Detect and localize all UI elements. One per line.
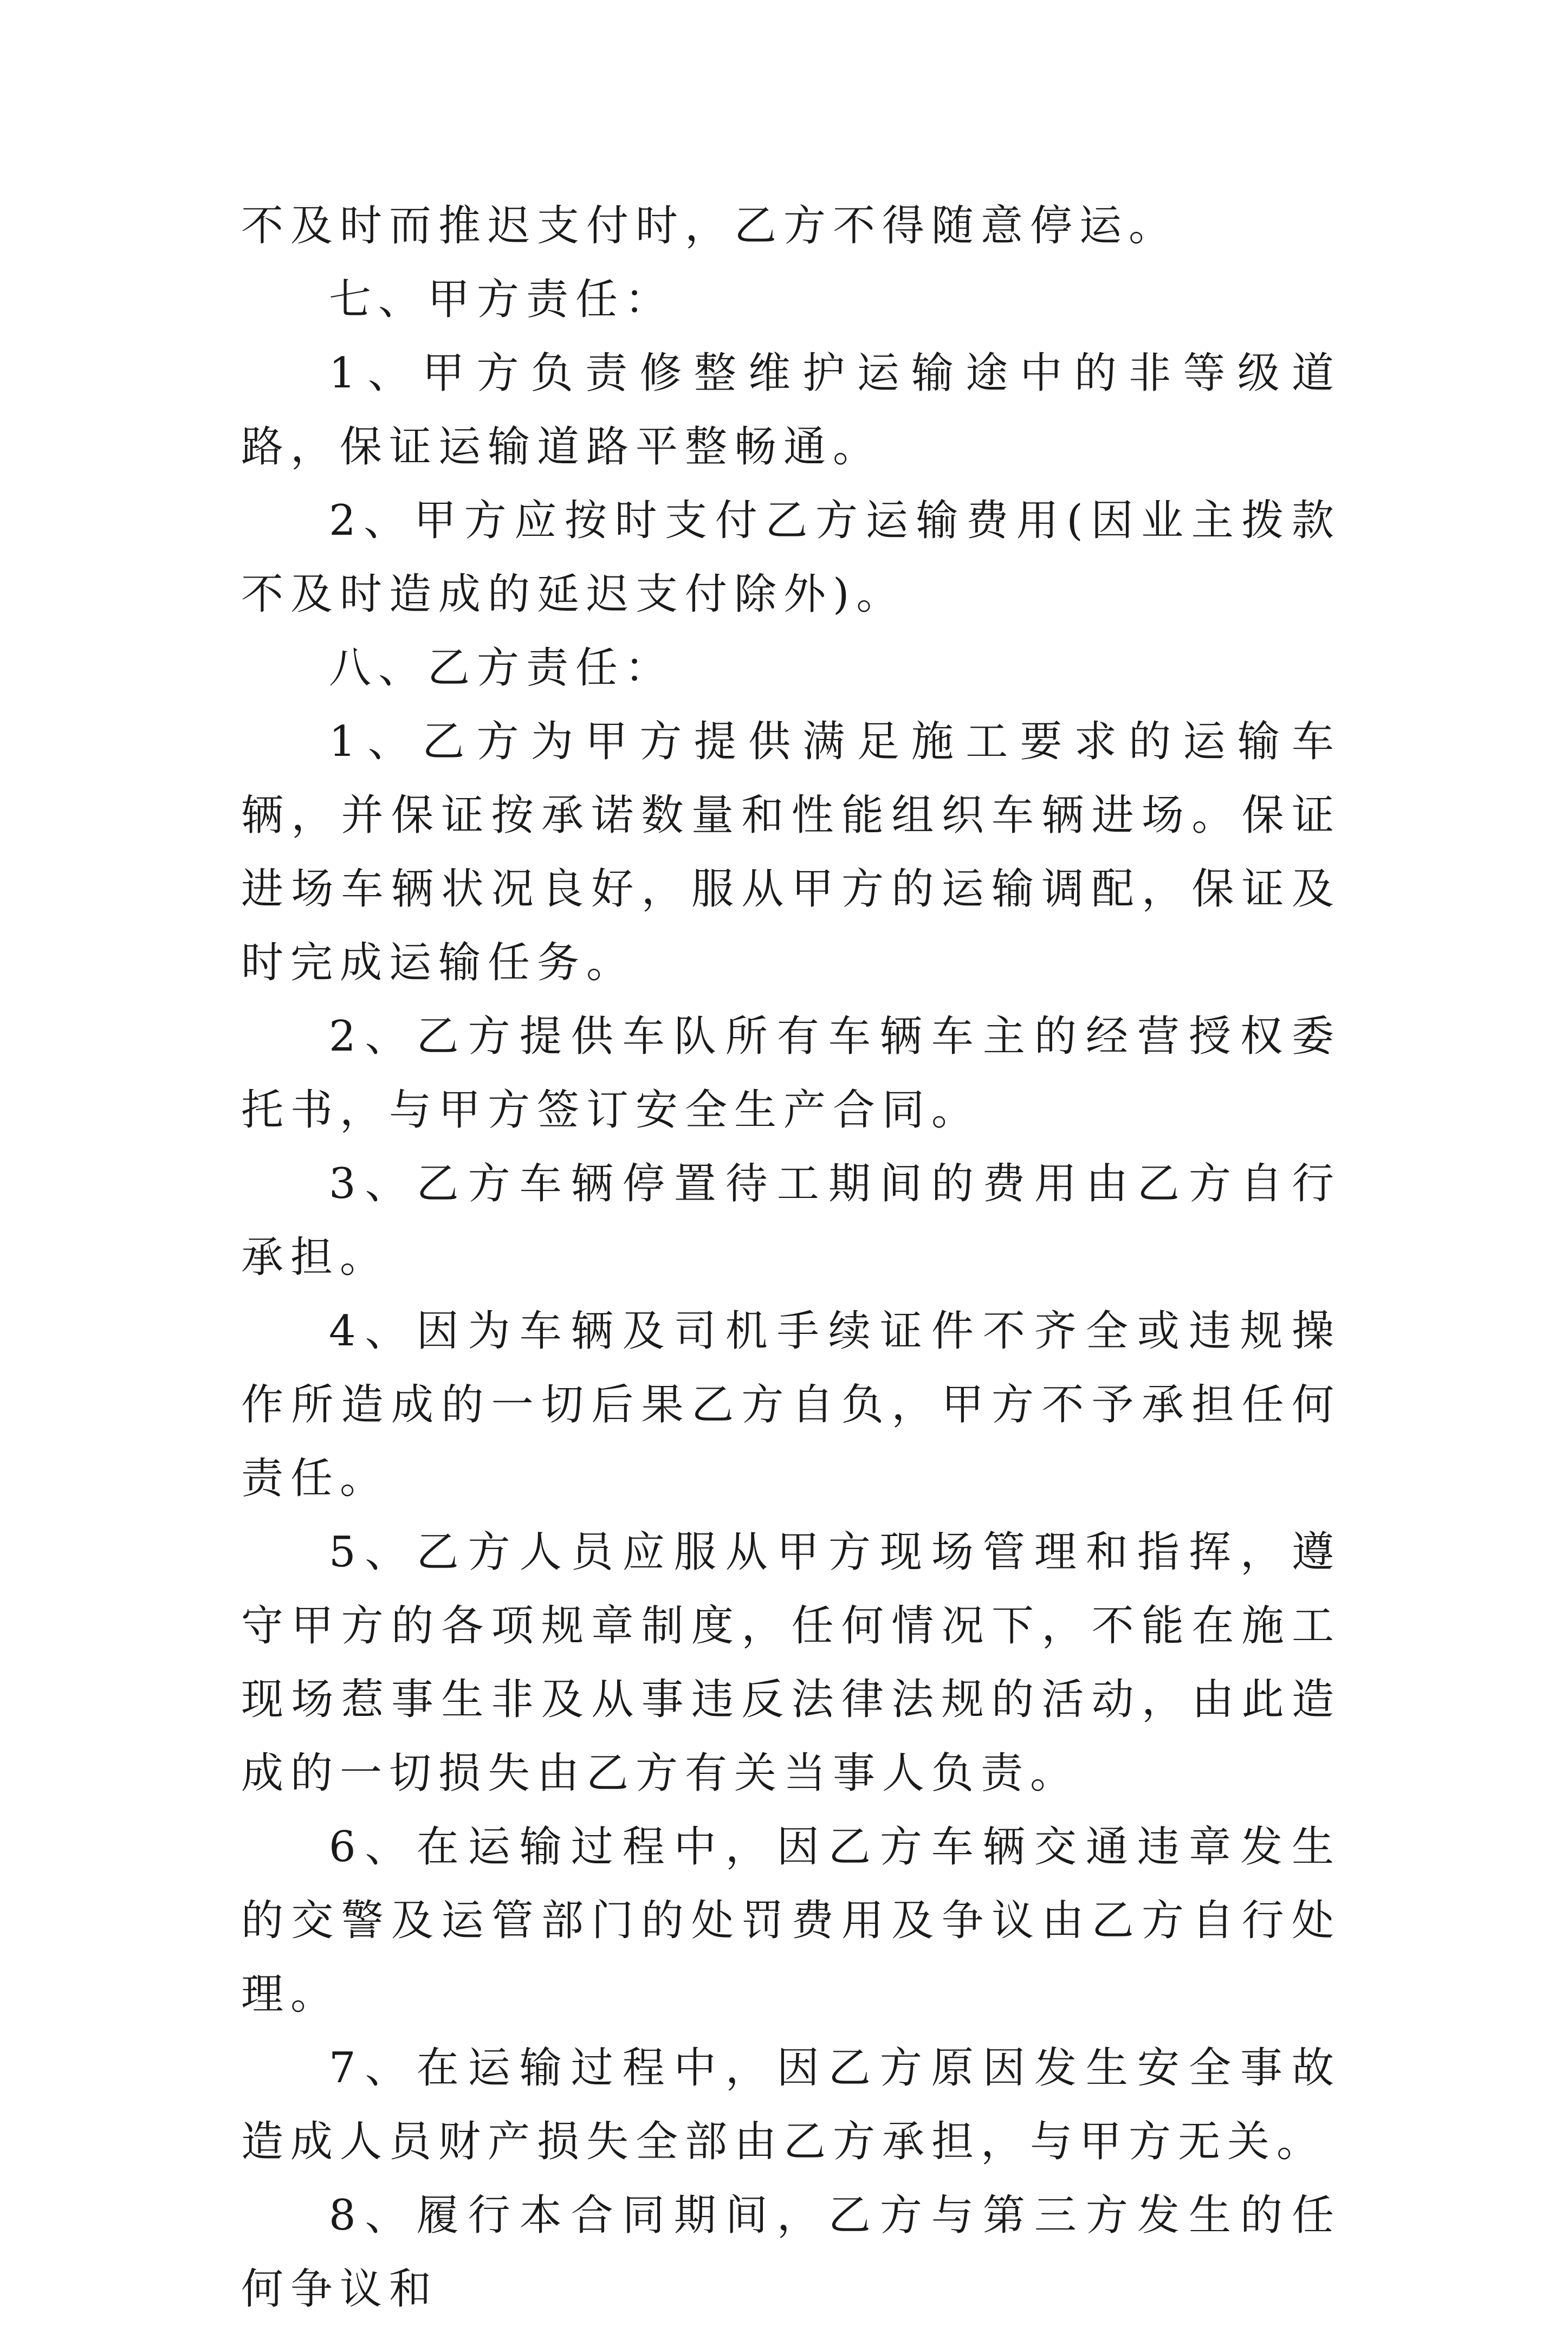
clause-b-1: 1、乙方为甲方提供满足施工要求的运输车辆，并保证按承诺数量和性能组织车辆进场。保证进场车辆状况良好，服从甲方的运输调配，保证及时完成运输任务。 [241, 717, 1341, 987]
clause-b-3: 3、乙方车辆停置待工期间的费用由乙方自行承担。 [241, 1159, 1341, 1282]
section-heading-party-b-responsibilities: 八、乙方责任： [329, 644, 675, 692]
clause-b-4: 4、因为车辆及司机手续证件不齐全或违规操作所造成的一切后果乙方自负，甲方不予承担任何责任。 [241, 1307, 1341, 1503]
clause-b-7: 7、在运输过程中，因乙方原因发生安全事故造成人员财产损失全部由乙方承担，与甲方无关。 [241, 2044, 1341, 2166]
paragraph-continuation: 不及时而推迟支付时，乙方不得随意停运。 [241, 202, 1178, 250]
clause-b-2: 2、乙方提供车队所有车辆车主的经营授权委托书，与甲方签订安全生产合同。 [241, 1012, 1341, 1135]
section-heading-party-a-responsibilities: 七、甲方责任： [329, 275, 675, 324]
document-body [241, 189, 1341, 2326]
clause-a-1: 1、甲方负责修整维护运输途中的非等级道路，保证运输道路平整畅通。 [241, 349, 1341, 471]
clause-a-2: 2、甲方应按时支付乙方运输费用(因业主拨款不及时造成的延迟支付除外)。 [241, 496, 1341, 619]
clause-b-5: 5、乙方人员应服从甲方现场管理和指挥，遵守甲方的各项规章制度，任何情况下，不能在施工现场惹事生非及从事违反法律法规的活动，由此造成的一切损失由乙方有关当事人负责。 [241, 1528, 1341, 1798]
clause-b-8: 8、履行本合同期间，乙方与第三方发生的任何争议和 [241, 2191, 1341, 2314]
clause-b-6: 6、在运输过程中，因乙方车辆交通违章发生的交警及运管部门的处罚费用及争议由乙方自行处理。 [241, 1823, 1341, 2019]
